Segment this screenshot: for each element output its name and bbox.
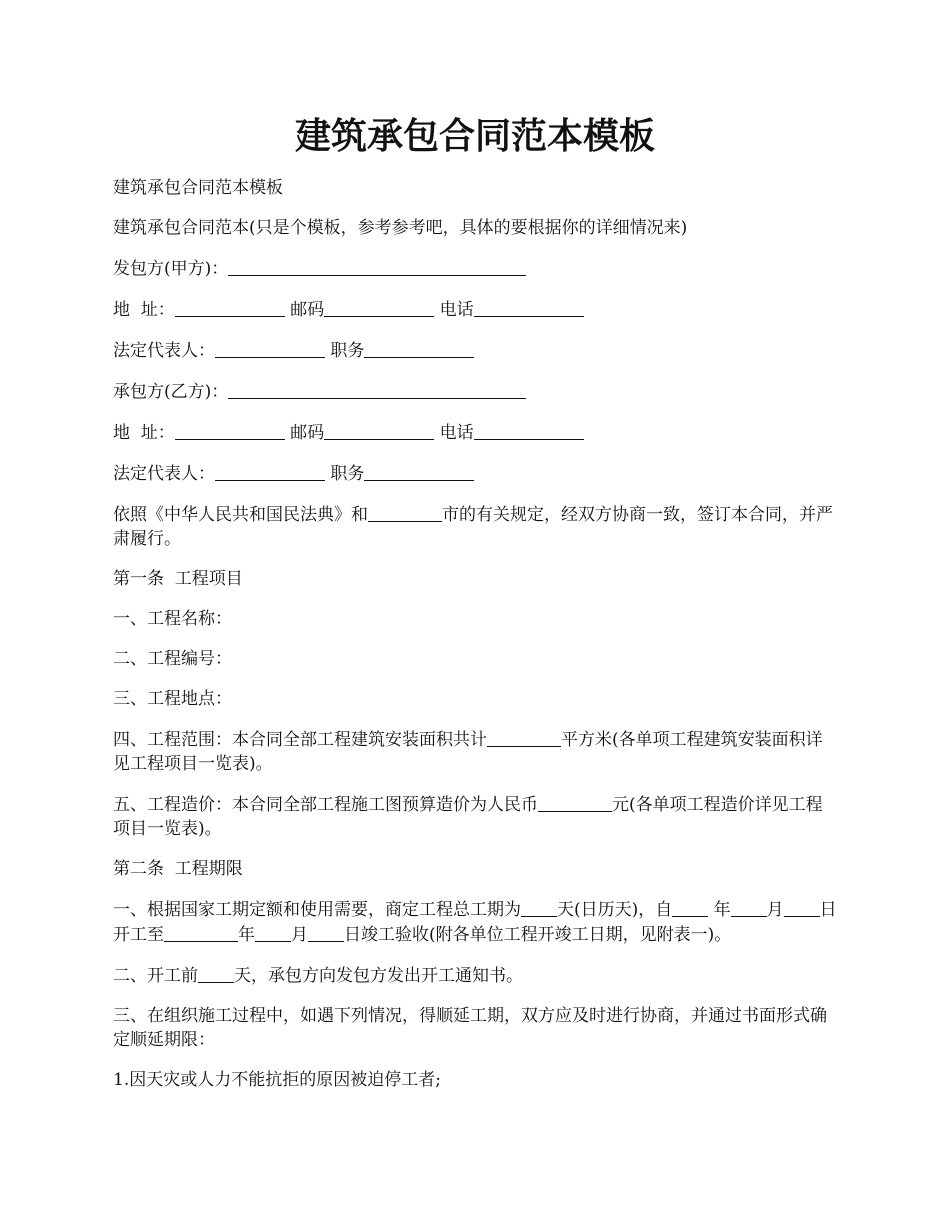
basis-city-blank: [368, 504, 442, 522]
party-b-phone-blank: [474, 422, 584, 440]
article2-item1-p1: 一、根据国家工期定额和使用需要，商定工程总工期为: [113, 900, 521, 920]
article2-heading: 第二条 工程期限: [113, 859, 243, 879]
article2-item2: [113, 963, 843, 988]
party-a-position-label: 职务: [330, 341, 365, 361]
end-month-blank: [255, 924, 291, 942]
article1-item2: 二、工程编号：: [113, 649, 232, 669]
start-month-blank: [731, 899, 767, 917]
party-a-rep-label: 法定代表人：: [113, 341, 215, 361]
party-b-position-label: 职务: [330, 464, 365, 484]
party-b-rep-blank: [215, 463, 325, 481]
party-a-blank: [228, 258, 526, 276]
article2-item1: [113, 897, 843, 947]
total-days-blank: [521, 899, 557, 917]
article2-item1-p5: 日开工至: [113, 900, 837, 945]
article1-item4-part1: 四、工程范围：本合同全部工程建筑安装面积共计: [113, 730, 487, 750]
party-a-phone-blank: [474, 299, 584, 317]
article2-item1-p8: 日竣工验收(附各单位工程开竣工日期，见附表一)。: [344, 925, 732, 945]
party-b-blank: [228, 381, 526, 399]
article1-item5: [113, 792, 828, 841]
party-a-rep-line: [113, 338, 843, 363]
party-b-address-blank: [175, 422, 285, 440]
intro-paragraph: 建筑承包合同范本(只是个模板，参考参考吧，具体的要根据你的详细情况来): [113, 218, 688, 238]
party-b-phone-label: 电话: [439, 423, 474, 443]
article1-item5-part2: 元(各单项工程造价详见工程项目一览表)。: [113, 795, 823, 839]
party-b-postcode-blank: [324, 422, 434, 440]
party-b-address-line: [113, 420, 843, 445]
party-a-postcode-blank: [324, 299, 434, 317]
start-day-blank: [784, 899, 820, 917]
party-a-address-blank: [175, 299, 285, 317]
area-blank: [487, 729, 561, 747]
article2-item1-p2: 天(日历天)，自: [557, 900, 673, 920]
party-a-label: 发包方(甲方)：: [113, 259, 229, 279]
basis-part1: 依照《中华人民共和国民法典》和: [113, 505, 368, 525]
article2-item1-p4: 月: [766, 900, 784, 920]
article1-item1: 一、工程名称：: [113, 609, 232, 629]
party-a-rep-blank: [215, 340, 325, 358]
party-b-position-blank: [364, 463, 474, 481]
party-b-postcode-label: 邮码: [290, 423, 325, 443]
end-year-blank: [164, 924, 238, 942]
article1-item4-part2: 平方米(各单项工程建筑安装面积详见工程项目一览表)。: [113, 730, 823, 774]
party-b-rep-label: 法定代表人：: [113, 464, 215, 484]
basis-part2: 市的有关规定，经双方协商一致，签订本合同，并严肃履行。: [113, 505, 833, 549]
article1-item5-part1: 五、工程造价：本合同全部工程施工图预算造价为人民币: [113, 795, 538, 815]
party-a-line: [113, 256, 843, 281]
article2-item1-p3: 年: [708, 900, 731, 920]
article2-item3: 三、在组织施工过程中，如遇下列情况，得顺延工期，双方应及时进行协商，并通过书面形式确定顺延期限：: [113, 1006, 827, 1050]
document-body: [113, 176, 843, 1108]
article2-item2-p2: 天，承包方向发包方发出开工通知书。: [234, 966, 523, 986]
article2-item1-p6: 年: [238, 925, 255, 945]
party-a-phone-label: 电话: [439, 300, 474, 320]
basis-paragraph: [113, 502, 843, 551]
document-title: 建筑承包合同范本模板: [294, 115, 655, 157]
notice-days-blank: [198, 965, 234, 983]
article1-item4: [113, 727, 828, 776]
article1-item3: 三、工程地点：: [113, 689, 232, 709]
article2-item2-p1: 二、开工前: [113, 966, 198, 986]
subtitle: 建筑承包合同范本模板: [113, 178, 283, 198]
party-b-address-label: 地 址：: [113, 423, 175, 443]
party-a-address-line: [113, 297, 843, 322]
party-b-rep-line: [113, 461, 843, 486]
article2-item3-sub1: 1.因天灾或人力不能抗拒的原因被迫停工者;: [113, 1070, 441, 1090]
start-year-blank: [672, 899, 708, 917]
party-a-address-label: 地 址：: [113, 300, 175, 320]
end-day-blank: [308, 924, 344, 942]
party-b-label: 承包方(乙方)：: [113, 382, 229, 402]
party-b-line: [113, 379, 843, 404]
price-blank: [538, 794, 612, 812]
party-a-position-blank: [364, 340, 474, 358]
article1-heading: 第一条 工程项目: [113, 569, 243, 589]
article2-item1-p7: 月: [291, 925, 308, 945]
party-a-postcode-label: 邮码: [290, 300, 325, 320]
